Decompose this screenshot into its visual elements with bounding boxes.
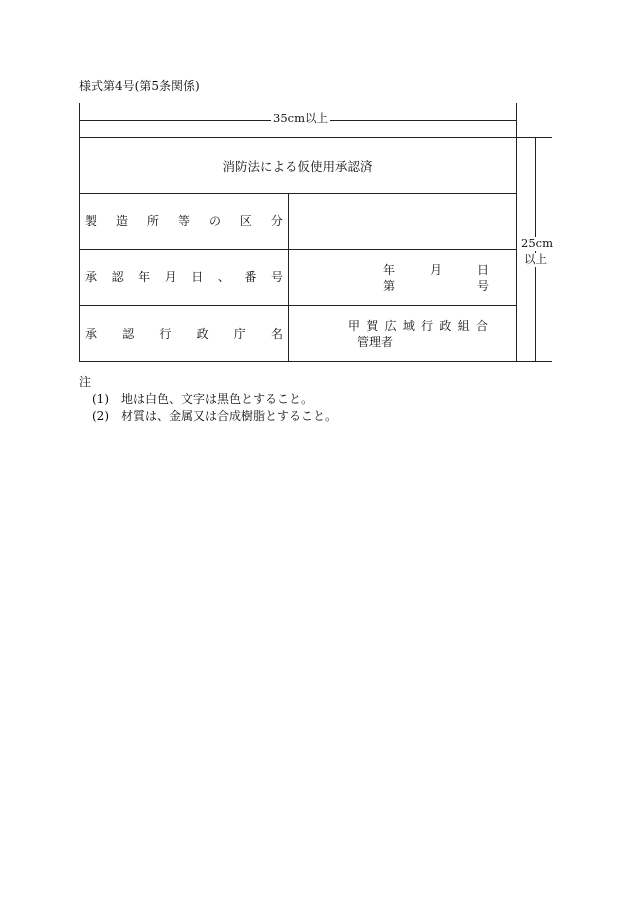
row-label-approval-authority: 承 認 行 政 庁 名 (85, 327, 283, 341)
date-month-char: 月 (430, 263, 443, 277)
authority-name: 甲 賀 広 域 行 政 組 合 (348, 319, 488, 333)
number-prefix-char: 第 (383, 279, 396, 293)
row2-divider (79, 305, 516, 306)
row-label-approval-date-number: 承 認 年 月 日 、 番 号 (85, 270, 283, 284)
row-label-facility-category: 製 造 所 等 の 区 分 (85, 214, 283, 228)
note-item-1: (1) 地は白色、文字は黒色とすること。 (92, 392, 313, 406)
row1-divider (79, 249, 516, 250)
date-year-char: 年 (383, 263, 396, 277)
column-divider (288, 193, 289, 361)
authority-title: 管理者 (357, 335, 394, 349)
title-row-divider (79, 193, 516, 194)
note-item-2: (2) 材質は、金属又は合成樹脂とすること。 (92, 409, 337, 423)
height-dimension-label: 25cm (521, 236, 553, 250)
width-dimension-label: 35cm以上 (273, 111, 328, 125)
notes-heading: 注 (79, 375, 92, 389)
number-suffix-char: 号 (477, 279, 490, 293)
sign-title: 消防法による仮使用承認済 (222, 159, 373, 174)
frame-right-border (516, 103, 517, 361)
table-top-border (79, 137, 552, 138)
table-bottom-border (79, 361, 552, 362)
date-day-char: 日 (477, 263, 490, 277)
height-dimension-label-suffix: 以上 (524, 252, 547, 266)
form-title: 様式第4号(第5条関係) (79, 79, 200, 93)
frame-left-border (79, 103, 80, 361)
